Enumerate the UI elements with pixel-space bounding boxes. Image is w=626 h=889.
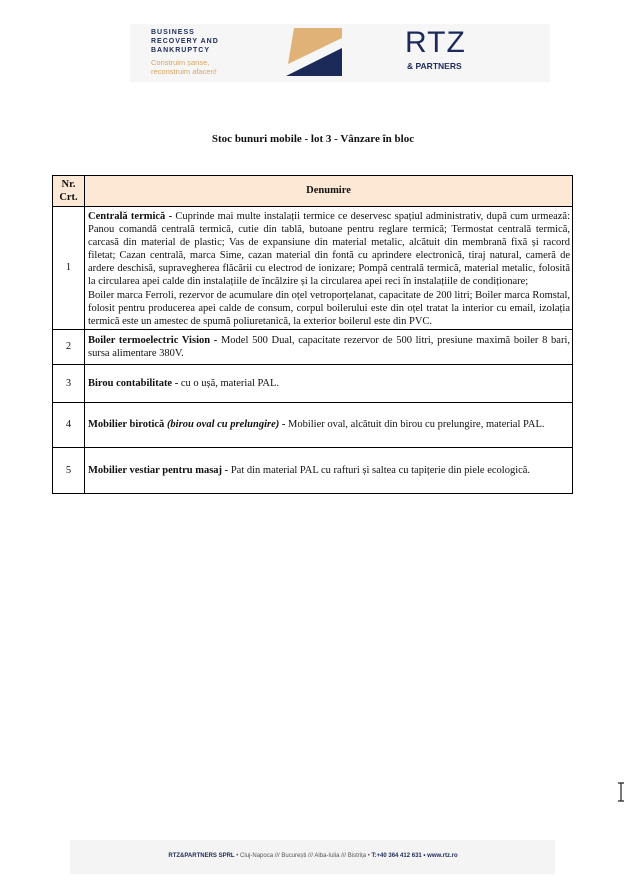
table-row [53, 402, 573, 447]
brand-block [151, 28, 219, 76]
item-title-dash: - [281, 419, 286, 431]
table-row [53, 207, 573, 330]
rtz-logo [405, 26, 466, 72]
row-description [85, 447, 573, 493]
tagline-2: reconstruim afaceri! [151, 67, 217, 76]
text-cursor-icon [617, 782, 625, 802]
footer-company: RTZ&PARTNERS SPRL [168, 853, 235, 859]
item-text: Cuprinde mai multe instalații termice ce deservesc spațiul administrativ, după cum urmează: Panou comandă centrală termică, cutie din tablă, butoane pentru reglare termică; Termostat centrală termică, carcasă din material de plastic; Vas de expansiune din material metalic, alcătuit din membrană fixă și racord filetat; Cazan centrală, marca Sime, cazan material din fontă cu aprindere electronică, tiraj natural, cameră de ardere deschisă, supravegherea flăcării cu electrod de ionizare; Pompă centrală termică, material metalic, folosită la circularea apei calde din instalațiile de încălzire și la circularea apei reci în instalațiile de condiționare; [88, 211, 571, 288]
row-description [85, 402, 573, 447]
item-text: cu o ușă, material PAL. [180, 377, 280, 389]
table-row [53, 329, 573, 364]
footer-contact: T:+40 364 412 631 • www.rtz.ro [371, 853, 458, 859]
row-number: 2 [53, 329, 85, 364]
item-text: Mobilier oval, alcătuit din birou cu prelungire, material PAL. [287, 419, 545, 431]
company-logo-mark-icon [286, 28, 342, 76]
item-text-continued: Boiler marca Ferroli, rezervor de acumulare din oțel vetroporțelanat, capacitate de 200 litri; Boiler marca Romstal, folosit pentru producerea apei calde de consum, corpul boilerului este din oțel tratat la interior cu email, izolația termică este un amestec de spumă poliuretanică, la exterior boilerul este din PVC. [88, 289, 570, 327]
item-text: Pat din material PAL cu rafturi și saltea cu tapițerie din piele ecologică. [230, 464, 531, 476]
row-description [85, 364, 573, 402]
brand-line-1: BUSINESS [151, 29, 195, 36]
footer-cities: • Cluj-Napoca /// București /// Alba-Iulia /// Bistrița • [236, 853, 370, 859]
table-row [53, 364, 573, 402]
rtz-logo-sub: & PARTNERS [407, 61, 462, 71]
row-description [85, 329, 573, 364]
brand-line-3: BANKRUPTCY [151, 47, 210, 54]
table-row [53, 447, 573, 493]
item-title: Mobilier vestiar pentru masaj - [88, 464, 229, 476]
item-title: Centrală termică - [88, 211, 173, 222]
item-title: Boiler termoelectric Vision - [88, 334, 218, 346]
goods-table [52, 175, 573, 494]
tagline-1: Construim șanse, [151, 58, 210, 67]
column-header-name: Denumire [85, 176, 573, 207]
item-text: Model 500 Dual, capacitate rezervor de 500 litri, presiune maximă boiler 8 bari, sursa alimentare 380V. [88, 334, 570, 359]
rtz-logo-main: RTZ [405, 26, 466, 59]
column-header-nr: Nr. Crt. [53, 176, 85, 207]
row-description [85, 207, 573, 330]
document-title: Stoc bunuri mobile - lot 3 - Vânzare în bloc [211, 133, 415, 145]
table-header-row [53, 176, 573, 207]
row-number: 5 [53, 447, 85, 493]
row-number: 1 [53, 207, 85, 330]
row-number: 3 [53, 364, 85, 402]
brand-line-2: RECOVERY AND [151, 38, 219, 45]
item-title-italic: (birou oval cu prelungire) [166, 419, 280, 431]
row-number: 4 [53, 402, 85, 447]
item-title: Mobilier birotică [88, 419, 165, 431]
item-title: Birou contabilitate - [88, 377, 179, 389]
page-footer [0, 853, 626, 859]
